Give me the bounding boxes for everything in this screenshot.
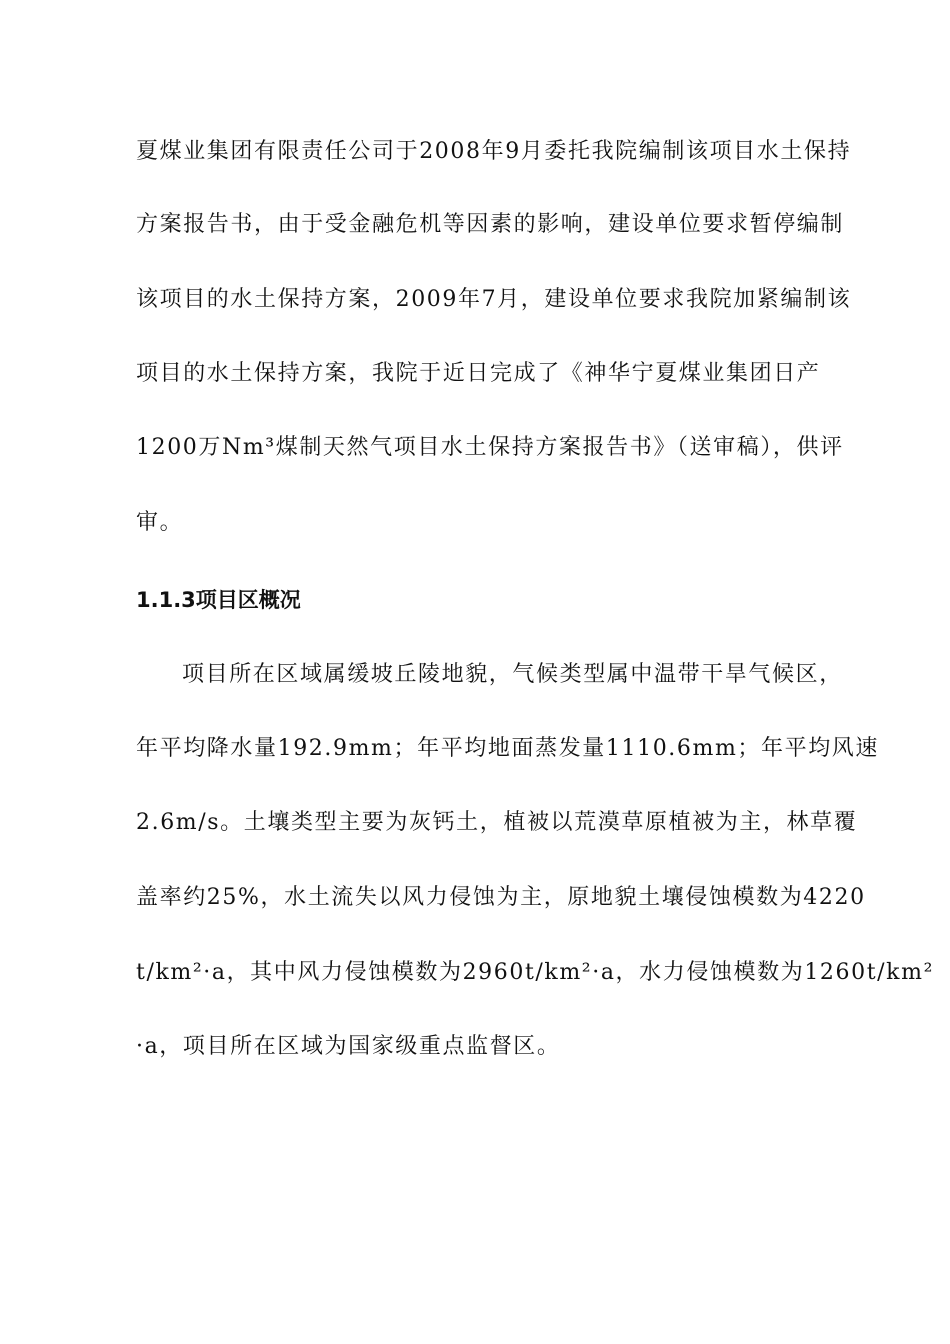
section-heading: 1.1.3项目区概况 — [136, 588, 301, 612]
paragraph-line: 该项目的水土保持方案，2009年7月，建设单位要求我院加紧编制该 — [136, 287, 852, 312]
paragraph-line: 项目的水土保持方案，我院于近日完成了《神华宁夏煤业集团日产 — [136, 361, 821, 386]
paragraph-line: 年平均降水量192.9mm；年平均地面蒸发量1110.6mm；年平均风速 — [136, 736, 880, 761]
paragraph-line: 审。 — [136, 510, 184, 535]
paragraph-line: 夏煤业集团有限责任公司于2008年9月委托我院编制该项目水土保持 — [136, 139, 852, 164]
paragraph-line: 方案报告书，由于受金融危机等因素的影响，建设单位要求暂停编制 — [136, 212, 845, 237]
paragraph-line: t/km²·a，其中风力侵蚀模数为2960t/km²·a，水力侵蚀模数为1260t/km² — [136, 960, 934, 985]
paragraph-line: 2.6m/s。土壤类型主要为灰钙土，植被以荒漠草原植被为主，林草覆 — [136, 810, 858, 835]
paragraph-line: 盖率约25%，水土流失以风力侵蚀为主，原地貌土壤侵蚀模数为4220 — [136, 885, 866, 910]
paragraph-line: ·a，项目所在区域为国家级重点监督区。 — [136, 1034, 561, 1059]
paragraph-line: 1200万Nm³煤制天然气项目水土保持方案报告书》（送审稿），供评 — [136, 435, 844, 460]
paragraph-line: 项目所在区域属缓坡丘陵地貌，气候类型属中温带干旱气候区， — [182, 662, 843, 687]
